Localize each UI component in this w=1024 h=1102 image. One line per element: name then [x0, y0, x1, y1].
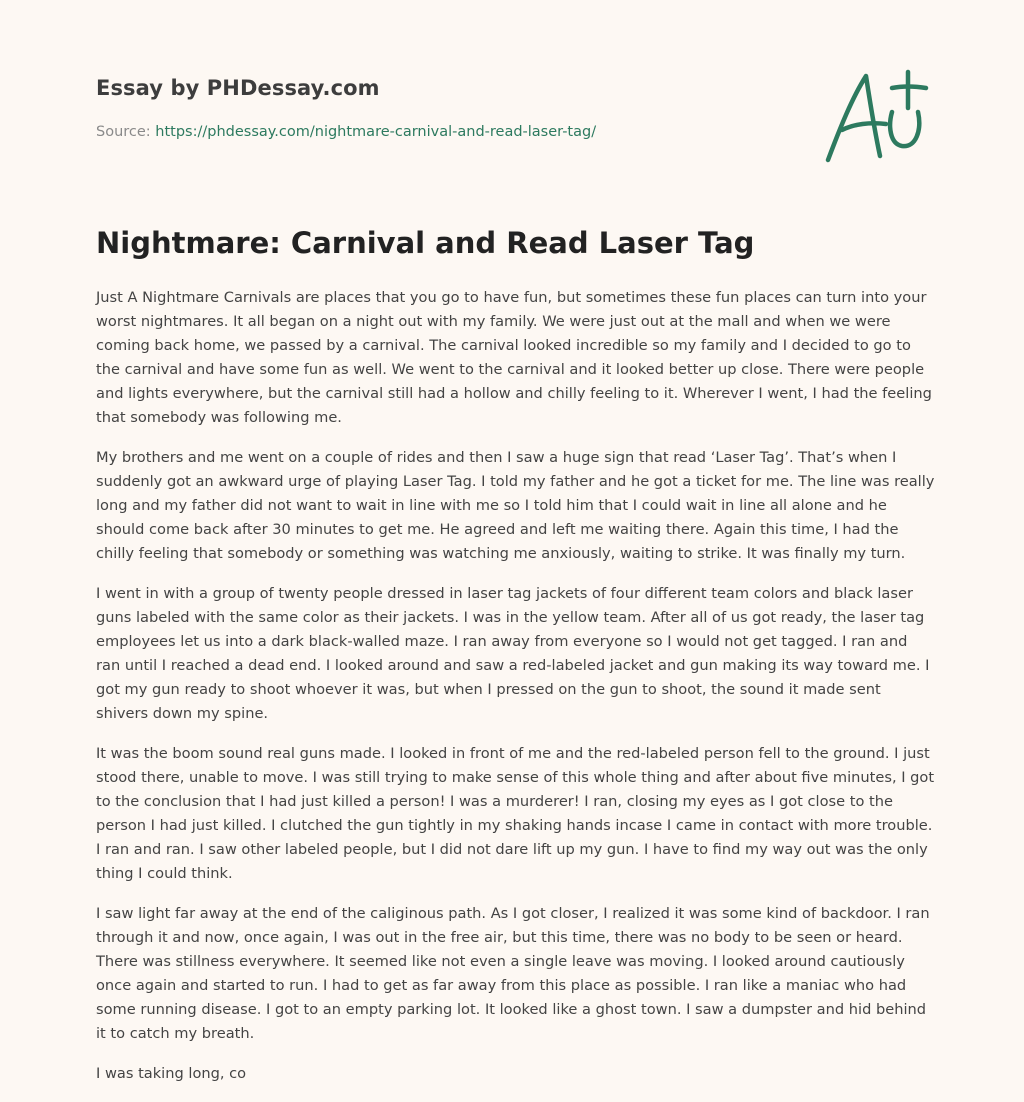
source-line [96, 124, 596, 140]
essay-paragraph: Just A Nightmare Carnivals are places that you go to have fun, but sometimes these fun places can turn into your worst nightmares. It all began on a night out with my family. We were just out at the mall and when we were coming back home, we passed by a carnival. The carnival looked incredible so my family and I decided to go to the carnival and have some fun as well. We went to the carnival and it looked better up close. There were people and lights everywhere, but the carnival still had a hollow and chilly feeling to it. Wherever I went, I had the feeling that somebody was following me. [96, 289, 932, 426]
source-link[interactable]: https://phdessay.com/nightmare-carnival-and-read-laser-tag/ [155, 124, 597, 140]
essay-paragraph: I went in with a group of twenty people dressed in laser tag jackets of four different team colors and black laser guns labeled with the same color as their jackets. I was in the yellow team. After all of us got ready, the laser tag employees let us into a dark black-walled maze. I ran away from everyone so I would not get tagged. I ran and ran until I reached a dead end. I looked around and saw a red-labeled jacket and gun making its way toward me. I got my gun ready to shoot whoever it was, but when I pressed on the gun to shoot, the sound it made sent shivers down my spine. [96, 585, 930, 722]
essay-body [96, 286, 936, 1102]
a-plus-grade-icon [818, 68, 930, 168]
source-label: Source: [96, 124, 156, 140]
essay-paragraph: It was the boom sound real guns made. I looked in front of me and the red-labeled person fell to the ground. I just stood there, unable to move. I was still trying to make sense of this whole thing and after about five minutes, I got to the conclusion that I had just killed a person! I was a murderer! I ran, closing my eyes as I got close to the person I had just killed. I clutched the gun tightly in my shaking hands incase I came in contact with more trouble. I ran and ran. I saw other labeled people, but I did not dare lift up my gun. I have to find my way out was the only thing I could think. [96, 745, 935, 882]
essay-paragraph: I saw light far away at the end of the caliginous path. As I got closer, I realized it was some kind of backdoor. I ran through it and now, once again, I was out in the free air, but this time, there was no body to be seen or heard. There was stillness everywhere. It seemed like not even a single leave was moving. I looked around cautiously once again and started to run. I had to get as far away from this place as possible. I ran like a maniac who had some running disease. I got to an empty parking lot. It looked like a ghost town. I saw a dumpster and hid behind it to catch my breath. [96, 905, 930, 1042]
essay-paragraph: My brothers and me went on a couple of rides and then I saw a huge sign that read ‘Laser Tag’. That’s when I suddenly got an awkward urge of playing Laser Tag. I told my father and he got a ticket for me. The line was really long and my father did not want to wait in line with me so I told him that I could wait in line all alone and he should come back after 30 minutes to get me. He agreed and left me waiting there. Again this time, I had the chilly feeling that somebody or something was watching me anxiously, waiting to strike. It was finally my turn. [96, 449, 935, 562]
essay-paragraph: I was taking long, co [96, 1065, 247, 1082]
essay-title: Nightmare: Carnival and Read Laser Tag [96, 226, 755, 260]
site-brand: Essay by PHDessay.com [96, 76, 380, 100]
